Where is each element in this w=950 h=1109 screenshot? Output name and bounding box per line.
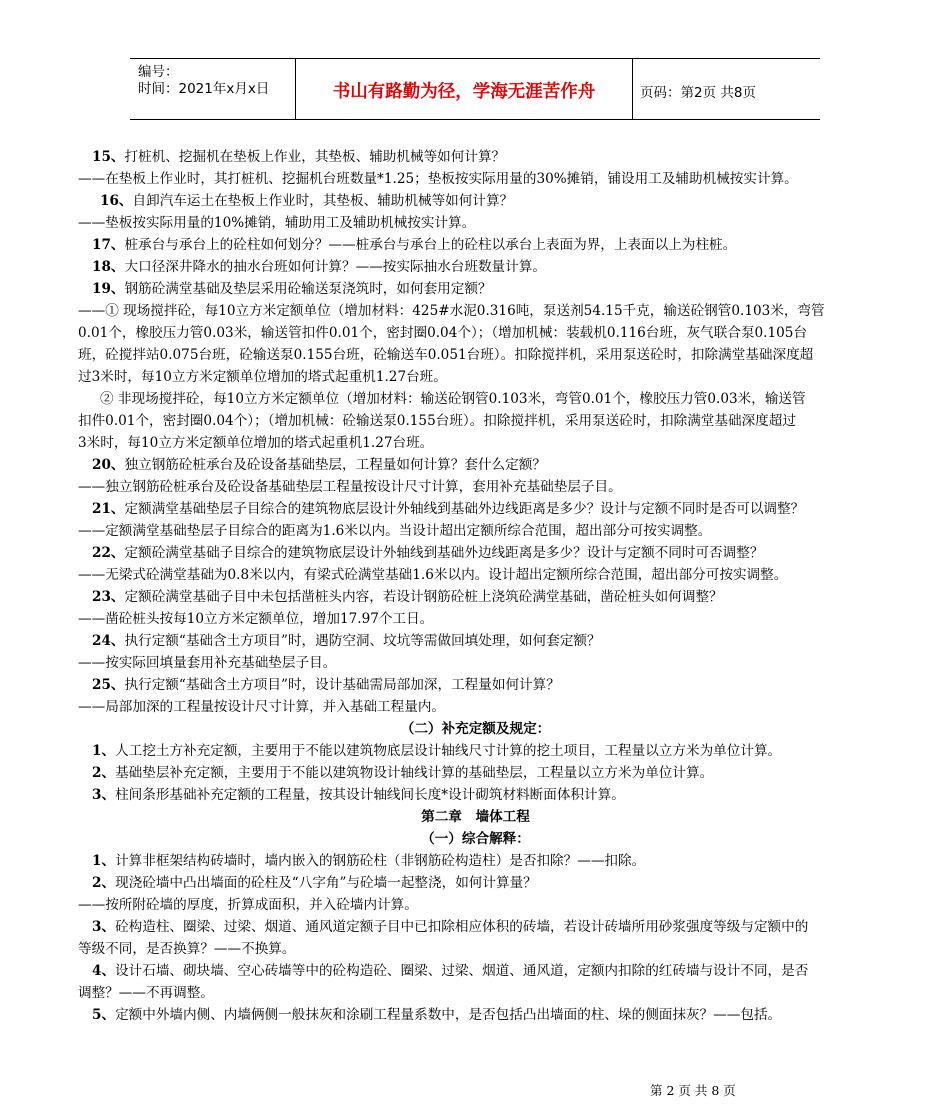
header-divider	[632, 59, 633, 119]
text-line: 22、定额砼满堂基础子目综合的建筑物底层设计外轴线到基础外边线距离是多少？设计与定额不同时可否调整？	[92, 545, 764, 561]
text-line: 17、桩承台与承台上的砼柱如何划分？——桩承台与承台上的砼柱以承台上表面为界，上表面以上为柱桩。	[92, 237, 737, 253]
section-heading: （二）补充定额及规定：	[400, 721, 551, 737]
text-line: 15、打桩机、挖掘机在垫板上作业，其垫板、辅助机械等如何计算？	[92, 149, 506, 165]
text-line: ——无梁式砼满堂基础为0.8米以内，有梁式砼满堂基础1.6米以内。设计超出定额所综合范围，超出部分可按实调整。	[78, 567, 788, 583]
text-line: 过3米时，每10立方米定额单位增加的塔式起重机1.27台班。	[78, 369, 447, 385]
text-line: 25、执行定额“基础含土方项目”时，设计基础需局部加深，工程量如何计算？	[92, 677, 560, 693]
text-line: 调整？——不再调整。	[78, 985, 214, 1001]
text-line: ——按所附砼墙的厚度，折算成面积，并入砼墙内计算。	[78, 897, 418, 913]
text-line: 3米时，每10立方米定额单位增加的塔式起重机1.27台班。	[78, 435, 434, 451]
text-line: 1、人工挖土方补充定额，主要用于不能以建筑物底层设计轴线尺寸计算的挖土项目，工程量以立方米为单位计算。	[92, 743, 782, 759]
text-line: 扣件0.01个，密封圈0.04个）；（增加机械：砼输送泵0.155台班）。扣除搅拌机，采用泵送砼时，扣除满堂基础深度超过	[78, 413, 796, 429]
time-label: 时间：2021年x月x日	[138, 81, 270, 97]
text-line: 24、执行定额“基础含土方项目”时，遇防空洞、坟坑等需做回填处理，如何套定额？	[92, 633, 601, 649]
text-line: 2、现浇砼墙中凸出墙面的砼柱及“八字角”与砼墙一起整浇，如何计算量？	[92, 875, 537, 891]
header-motto: 书山有路勤为径，学海无涯苦作舟	[332, 82, 596, 102]
document-body	[78, 146, 873, 1026]
text-line: 3、柱间条形基础补充定额的工程量，按其设计轴线间长度*设计砌筑材料断面体积计算。	[92, 787, 625, 803]
text-line: 4、设计石墙、砌块墙、空心砖墙等中的砼构造砼、圈梁、过梁、烟道、通风道，定额内扣除的红砖墙与设计不同，是否	[92, 963, 809, 979]
text-line: 16、自卸汽车运土在垫板上作业时，其垫板、辅助机械等如何计算？	[100, 193, 514, 209]
text-line: ——独立钢筋砼桩承台及砼设备基础垫层工程量按设计尺寸计算，套用补充基础垫层子目。	[78, 479, 622, 495]
text-line: ——① 现场搅拌砼，每10立方米定额单位（增加材料：425#水泥0.316吨，泵送剂54.15千克，输送砼钢管0.103米，弯管	[78, 303, 825, 319]
text-line: 18、大口径深井降水的抽水台班如何计算？——按实际抽水台班数量计算。	[92, 259, 546, 275]
text-line: ——定额满堂基础垫层子目综合的距离为1.6米以内。当设计超出定额所综合范围，超出部分可按实调整。	[78, 523, 712, 539]
text-line: 21、定额满堂基础垫层子目综合的建筑物底层设计外轴线到基础外边线距离是多少？设计与定额不同时是否可以调整？	[92, 501, 805, 517]
text-line: ② 非现场搅拌砼，每10立方米定额单位（增加材料：输送砼钢管0.103米，弯管0.01个，橡胶压力管0.03米，输送管	[100, 391, 806, 407]
page-header	[130, 58, 820, 120]
text-line: ——垫板按实际用量的10%摊销，辅助用工及辅助机械按实计算。	[78, 215, 476, 231]
text-line: ——凿砼桩头按每10立方米定额单位，增加17.97个工日。	[78, 611, 434, 627]
text-line: 2、基础垫层补充定额，主要用于不能以建筑物设计轴线计算的基础垫层，工程量以立方米为单位计算。	[92, 765, 714, 781]
text-line: ——局部加深的工程量按设计尺寸计算，并入基础工程量内。	[78, 699, 446, 715]
text-line: ——按实际回填量套用补充基础垫层子目。	[78, 655, 337, 671]
text-line: 等级不同，是否换算？——不换算。	[78, 941, 296, 957]
code-label: 编号：	[138, 64, 179, 80]
section-heading: （一）综合解释：	[421, 831, 530, 847]
chapter-heading: 第二章 墙体工程	[421, 809, 530, 825]
text-line: 23、定额砼满堂基础子目中未包括凿桩头内容，若设计钢筋砼桩上浇筑砼满堂基础，凿砼桩头如何调整？	[92, 589, 723, 605]
text-line: 19、钢筋砼满堂基础及垫层采用砼输送泵浇筑时，如何套用定额？	[92, 281, 492, 297]
text-line: 班，砼搅拌站0.075台班，砼输送泵0.155台班，砼输送车0.051台班）。扣除搅拌机，采用泵送砼时，扣除满堂基础深度超	[78, 347, 814, 363]
page-footer: 第 2 页 共 8 页	[650, 1083, 736, 1098]
text-line: 20、独立钢筋砼桩承台及砼设备基础垫层，工程量如何计算？套什么定额？	[92, 457, 546, 473]
header-page-info: 页码：第2页 共8页	[640, 85, 756, 101]
header-meta	[138, 64, 269, 98]
text-line: ——在垫板上作业时，其打桩机、挖掘机台班数量*1.25；垫板按实际用量的30%摊销，铺设用工及辅助机械按实计算。	[78, 171, 798, 187]
text-line: 0.01个，橡胶压力管0.03米，输送管扣件0.01个，密封圈0.04个）；（增加机械：装载机0.116台班，灰气联合泵0.105台	[78, 325, 808, 341]
text-line: 1、计算非框架结构砖墙时，墙内嵌入的钢筋砼柱（非钢筋砼构造柱）是否扣除？——扣除。	[92, 853, 646, 869]
text-line: 5、定额中外墙内侧、内墙俩侧一般抹灰和涂刷工程量系数中，是否包括凸出墙面的柱、垛的侧面抹灰？——包括。	[92, 1007, 782, 1023]
text-line: 3、砼构造柱、圈梁、过梁、烟道、通风道定额子目中已扣除相应体积的砖墙，若设计砖墙所用砂浆强度等级与定额中的	[92, 919, 809, 935]
